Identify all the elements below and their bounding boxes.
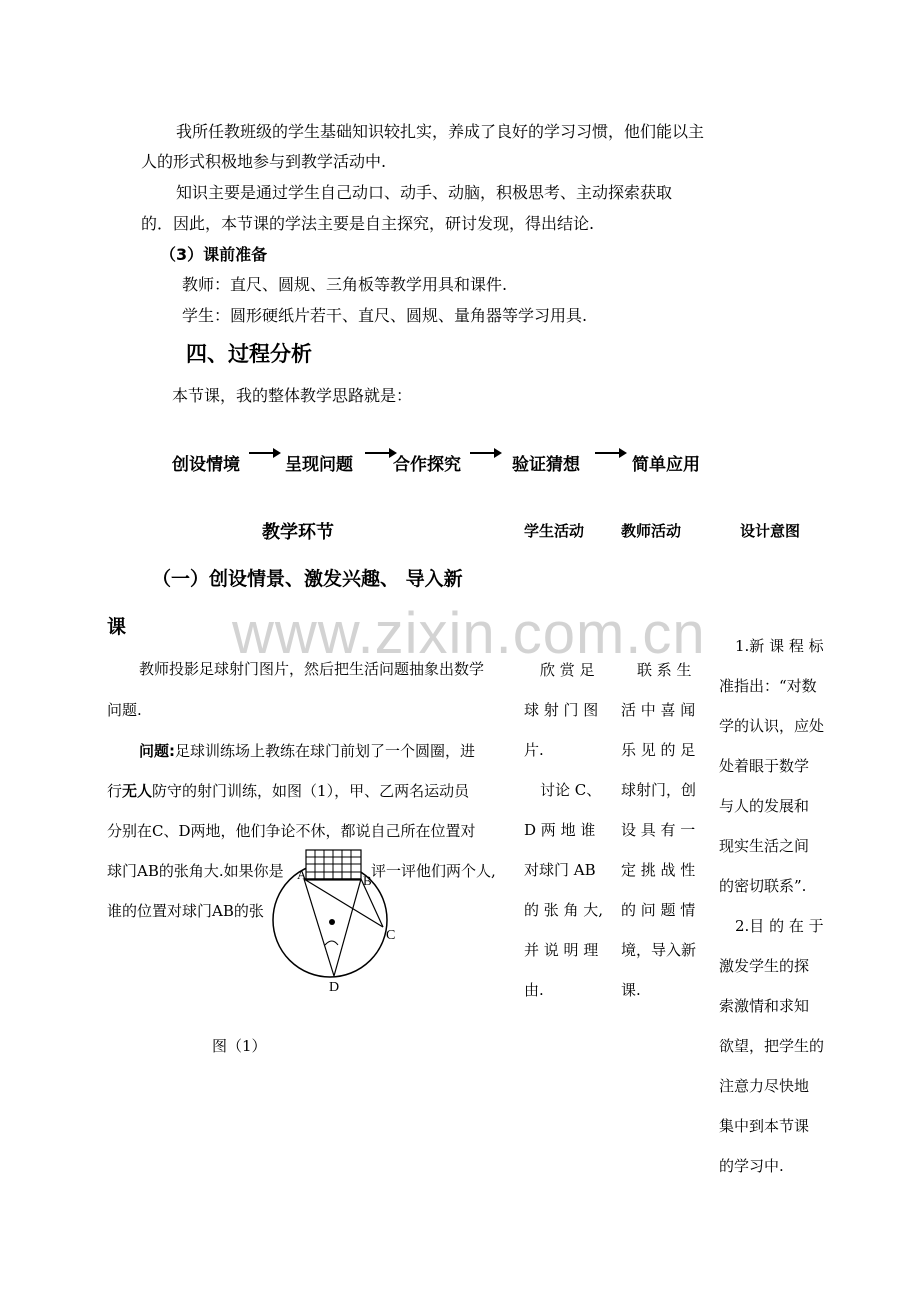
paragraph-2-line-1: 知识主要是通过学生自己动口、动手、动脑，积极思考、主动探索获取 — [176, 183, 673, 202]
teacher-activity-line: 球射门，创 — [621, 781, 697, 799]
teacher-activity-line: 联 系 生 — [637, 661, 692, 679]
header-teacher-activity: 教师活动 — [621, 522, 682, 540]
problem-label: 问题: — [139, 742, 175, 760]
header-teaching-link: 教学环节 — [262, 522, 334, 543]
teacher-activity-line: 的 问 题 情 — [621, 901, 696, 919]
teacher-activity-line: 定 挑 战 性 — [621, 861, 696, 879]
design-intent-line: 与人的发展和 — [719, 797, 810, 815]
design-intent-line: 注意力尽快地 — [719, 1077, 810, 1095]
teacher-activity-line: 境，导入新 — [621, 941, 697, 959]
paragraph-1-line-1: 我所任教班级的学生基础知识较扎实，养成了良好的学习习惯，他们能以主 — [176, 122, 705, 141]
flow-arrow-icon — [470, 446, 502, 460]
flow-step-3: 合作探究 — [393, 455, 461, 475]
problem-line-4b: 评一评他们两个人, — [371, 862, 496, 880]
main-paragraph-line-2: 问题. — [107, 701, 142, 719]
watermark: www.zixin.com.cn — [232, 601, 706, 666]
problem-line-1-text: 足球训练场上教练在球门前划了一个圆圈，进 — [175, 742, 476, 760]
figure-caption: 图（1） — [212, 1037, 267, 1055]
design-intent-line: 现实生活之间 — [719, 837, 810, 855]
design-intent-line: 准指出：“对数 — [719, 677, 817, 695]
prep-heading: （3）课前准备 — [160, 245, 268, 264]
design-intent-line: 索激情和求知 — [719, 997, 810, 1015]
point-d-label: D — [329, 980, 340, 995]
design-intent-line: 的学习中. — [719, 1157, 784, 1175]
student-activity-line: 欣 赏 足 — [540, 661, 595, 679]
teacher-activity-line: 活 中 喜 闻 — [621, 701, 696, 719]
point-c-label: C — [386, 928, 396, 943]
student-activity-line: 并 说 明 理 — [524, 941, 599, 959]
paragraph-2-line-2: 的．因此，本节课的学法主要是自主探究，研讨发现，得出结论. — [141, 214, 595, 233]
flow-step-1: 创设情境 — [172, 455, 240, 475]
main-paragraph-line-1: 教师投影足球射门图片，然后把生活问题抽象出数学 — [139, 660, 485, 678]
design-intent-line: 激发学生的探 — [719, 957, 810, 975]
student-activity-line: 由. — [524, 981, 544, 999]
section-intro: 本节课，我的整体教学思路就是： — [172, 386, 413, 405]
design-intent-line: 集中到本节课 — [719, 1117, 810, 1135]
teacher-activity-line: 乐 见 的 足 — [621, 741, 696, 759]
student-activity-line: 片. — [524, 741, 544, 759]
flow-step-5: 简单应用 — [632, 455, 700, 475]
header-student-activity: 学生活动 — [524, 522, 585, 540]
problem-line-2-pre: 行 — [107, 782, 123, 800]
student-activity-line: 讨论 C、 — [540, 781, 602, 799]
problem-line-4a: 球门AB的张角大.如果你是 — [107, 862, 284, 880]
paragraph-1-line-2: 人的形式积极地参与到教学活动中. — [141, 152, 387, 171]
design-intent-line: 处着眼于数学 — [719, 757, 810, 775]
section-heading: 四、过程分析 — [186, 342, 312, 366]
flow-step-4: 验证猜想 — [512, 455, 580, 475]
student-activity-column — [524, 650, 606, 1010]
teacher-prep: 教师：直尺、圆规、三角板等教学用具和课件. — [182, 275, 508, 294]
student-activity-line: 球 射 门 图 — [524, 701, 599, 719]
student-activity-line: 对球门 AB — [524, 861, 596, 879]
teacher-activity-column — [621, 650, 703, 1010]
design-intent-line: 1.新 课 程 标 — [735, 637, 824, 655]
design-intent-line: 的密切联系”. — [719, 877, 807, 895]
problem-no-defender: 无人 — [122, 782, 153, 800]
point-b-label: B — [363, 873, 372, 888]
design-intent-line: 学的认识，应处 — [719, 717, 825, 735]
teacher-activity-line: 课. — [621, 981, 641, 999]
goal-circle-figure — [270, 845, 410, 995]
flow-step-2: 呈现问题 — [285, 455, 353, 475]
teacher-activity-line: 设 具 有 一 — [621, 821, 696, 839]
student-activity-line: D 两 地 谁 — [524, 821, 596, 839]
part1-title-line-2: 课 — [107, 616, 127, 638]
problem-line-2 — [107, 782, 469, 800]
student-prep: 学生：圆形硬纸片若干、直尺、圆规、量角器等学习用具. — [182, 306, 588, 325]
flow-arrow-icon — [249, 446, 281, 460]
point-a-label: A — [297, 867, 307, 882]
design-intent-line: 2.目 的 在 于 — [735, 917, 824, 935]
problem-line-3: 分别在C、D两地，他们争论不休，都说自己所在位置对 — [107, 822, 476, 840]
header-design-intent: 设计意图 — [740, 522, 801, 540]
student-activity-line: 的 张 角 大, — [524, 901, 604, 919]
part1-title-line-1: （一）创设情景、激发兴趣、 导入新 — [152, 568, 463, 590]
problem-line-1 — [139, 742, 475, 760]
design-intent-line: 欲望，把学生的 — [719, 1037, 825, 1055]
design-intent-column — [719, 626, 831, 1186]
flow-arrow-icon — [595, 446, 627, 460]
problem-line-2-text: 防守的射门训练，如图（1），甲、乙两名运动员 — [152, 782, 470, 800]
problem-line-5: 谁的位置对球门AB的张 — [107, 902, 264, 920]
